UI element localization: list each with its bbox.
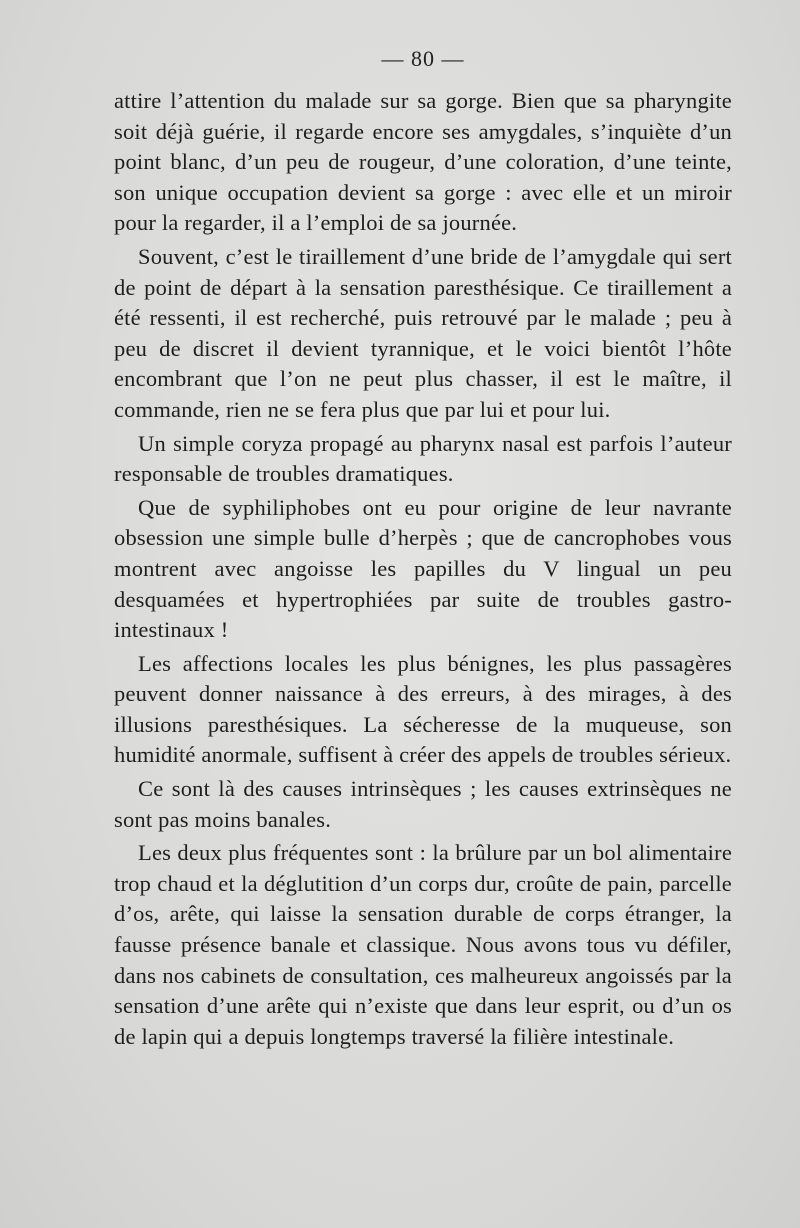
- body-text: [114, 86, 732, 1052]
- paragraph-3: Un simple coryza propagé au pharynx nasal est parfois l’auteur responsable de troubles dramatiques.: [114, 430, 732, 487]
- paragraph-6: Ce sont là des causes intrinsèques ; les causes extrinsèques ne sont pas moins banales.: [114, 776, 732, 832]
- page-number: — 80 —: [381, 46, 465, 71]
- paragraph-2: Souvent, c’est le tiraillement d’une bride de l’amygdale qui sert de point de départ à la sensation paresthésique. Ce tiraillement a été ressenti, il est recherché, puis retrouvé par le malade ; peu à peu de discret il devient tyrannique, et le voici bientôt l’hôte encombrant que l’on ne peut plus chasser, il est le maître, il commande, rien ne se fera plus que par lui et pour lui.: [114, 243, 732, 422]
- paragraph-5: Les affections locales les plus bénignes, les plus passagères peuvent donner naissance à des erreurs, à des mirages, à des illusions paresthésiques. La sécheresse de la muqueuse, son humidité anormale, suffisent à créer des appels de troubles sérieux.: [114, 650, 732, 768]
- paragraph-4: Que de syphiliphobes ont eu pour origine de leur navrante obsession une simple bulle d’herpès ; que de cancrophobes vous montrent avec angoisse les papilles du V lingual un peu desquamées et hypertrophiées par suite de troubles gastro-intestinaux !: [114, 494, 732, 643]
- paragraph-7: Les deux plus fréquentes sont : la brûlure par un bol alimentaire trop chaud et la déglutition d’un corps dur, croûte de pain, parcelle d’os, arête, qui laisse la sensation durable de corps étranger, la fausse présence banale et classique. Nous avons tous vu défiler, dans nos cabinets de consultation, ces malheureux angoissés par la sensation d’une arête qui n’existe que dans leur esprit, ou d’un os de lapin qui a depuis longtemps traversé la filière intestinale.: [114, 840, 732, 1049]
- paragraph-1: attire l’attention du malade sur sa gorge. Bien que sa pharyngite soit déjà guérie, il regarde encore ses amygdales, s’inquiète d’un point blanc, d’un peu de rougeur, d’une coloration, d’une teinte, son unique occupation devient sa gorge : avec elle et un miroir pour la regarder, il a l’emploi de sa journée.: [114, 88, 732, 236]
